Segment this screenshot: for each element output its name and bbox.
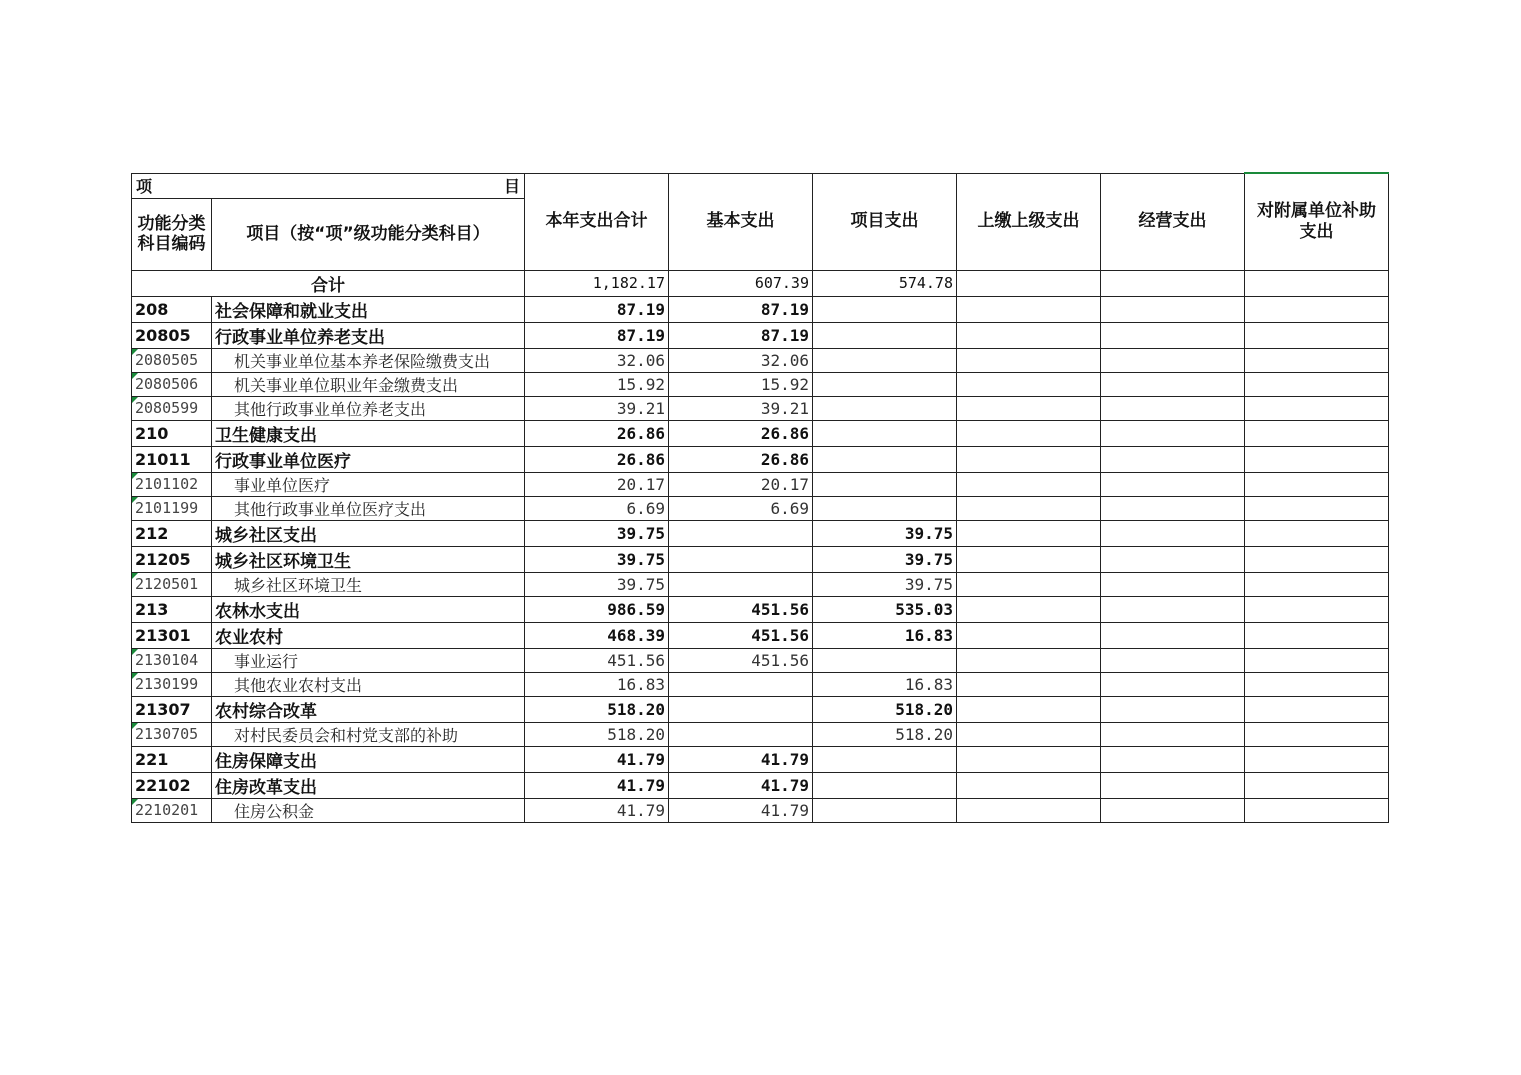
row-value: 39.21 [669, 396, 813, 420]
row-value [1245, 322, 1389, 348]
row-value [669, 696, 813, 722]
project-header-cell [132, 173, 525, 198]
row-value [957, 696, 1101, 722]
row-value [1101, 572, 1245, 596]
row-name: 对村民委员会和村党支部的补助 [212, 722, 525, 746]
row-value [1245, 296, 1389, 322]
row-code [132, 648, 212, 672]
row-name: 社会保障和就业支出 [212, 296, 525, 322]
row-code-text: 21011 [135, 449, 191, 469]
row-code [132, 446, 212, 472]
row-value: 32.06 [669, 348, 813, 372]
row-code [132, 372, 212, 396]
row-name: 农业农村 [212, 622, 525, 648]
row-code-text: 2130705 [135, 725, 199, 743]
total-cell [1245, 270, 1389, 296]
row-value [669, 672, 813, 696]
name-header: 项目（按“项”级功能分类科目） [212, 198, 525, 270]
row-value [957, 372, 1101, 396]
row-value: 518.20 [813, 696, 957, 722]
row-code [132, 622, 212, 648]
row-code [132, 322, 212, 348]
table-row [132, 420, 1389, 446]
table-row [132, 472, 1389, 496]
row-value [957, 746, 1101, 772]
row-value: 6.69 [525, 496, 669, 520]
row-value [957, 772, 1101, 798]
total-row [132, 270, 1389, 296]
row-value [1245, 546, 1389, 572]
row-code-text: 221 [135, 749, 169, 769]
row-value: 20.17 [525, 472, 669, 496]
row-value [813, 746, 957, 772]
row-code-text: 212 [135, 523, 169, 543]
row-value [957, 296, 1101, 322]
row-value [669, 546, 813, 572]
row-value: 87.19 [525, 296, 669, 322]
row-value: 41.79 [669, 772, 813, 798]
row-value [957, 348, 1101, 372]
row-value [1101, 746, 1245, 772]
row-value [813, 296, 957, 322]
text-format-marker-icon [132, 673, 138, 679]
row-value [813, 420, 957, 446]
row-value [957, 420, 1101, 446]
text-format-marker-icon [132, 497, 138, 503]
row-value [1245, 798, 1389, 822]
row-value [813, 648, 957, 672]
total-cell: 574.78 [813, 270, 957, 296]
row-value [1245, 396, 1389, 420]
table-row [132, 546, 1389, 572]
total-cell [957, 270, 1101, 296]
row-code-text: 2130104 [135, 651, 199, 669]
row-value: 41.79 [525, 798, 669, 822]
row-value: 26.86 [669, 446, 813, 472]
text-format-marker-icon [132, 473, 138, 479]
row-value: 20.17 [669, 472, 813, 496]
table-row [132, 596, 1389, 622]
row-value [957, 572, 1101, 596]
row-value: 518.20 [813, 722, 957, 746]
row-value [813, 348, 957, 372]
row-value [1245, 622, 1389, 648]
table-row [132, 722, 1389, 746]
row-value [1101, 798, 1245, 822]
row-code-text: 20805 [135, 325, 191, 345]
row-value: 39.75 [525, 572, 669, 596]
row-value: 518.20 [525, 696, 669, 722]
row-name: 其他农业农村支出 [212, 672, 525, 696]
total-cell: 607.39 [669, 270, 813, 296]
row-code-text: 21307 [135, 699, 191, 719]
row-value [813, 472, 957, 496]
row-code-text: 2101199 [135, 499, 199, 517]
row-value [813, 496, 957, 520]
row-code-text: 2101102 [135, 475, 199, 493]
text-format-marker-icon [132, 573, 138, 579]
row-value [1101, 472, 1245, 496]
project-header-right: 目 [503, 176, 520, 196]
row-value [1245, 722, 1389, 746]
row-value: 16.83 [813, 672, 957, 696]
row-value [1245, 672, 1389, 696]
row-value: 41.79 [669, 798, 813, 822]
row-value [957, 472, 1101, 496]
row-value [1101, 622, 1245, 648]
row-value: 32.06 [525, 348, 669, 372]
row-name: 住房保障支出 [212, 746, 525, 772]
text-format-marker-icon [132, 799, 138, 805]
row-value [957, 322, 1101, 348]
row-name: 农村综合改革 [212, 696, 525, 722]
table-row [132, 622, 1389, 648]
row-code-text: 21205 [135, 549, 191, 569]
row-value [813, 372, 957, 396]
row-value: 535.03 [813, 596, 957, 622]
total-cell [1101, 270, 1245, 296]
col-header-remit: 上缴上级支出 [957, 173, 1101, 270]
row-name: 卫生健康支出 [212, 420, 525, 446]
row-name: 住房公积金 [212, 798, 525, 822]
row-code [132, 672, 212, 696]
row-name: 其他行政事业单位医疗支出 [212, 496, 525, 520]
row-code-text: 210 [135, 423, 169, 443]
table-row [132, 348, 1389, 372]
row-value [957, 672, 1101, 696]
text-format-marker-icon [132, 397, 138, 403]
row-name: 城乡社区环境卫生 [212, 546, 525, 572]
row-code [132, 596, 212, 622]
table-row [132, 572, 1389, 596]
row-value [1101, 420, 1245, 446]
row-value: 87.19 [525, 322, 669, 348]
row-value [957, 546, 1101, 572]
row-value [1101, 672, 1245, 696]
row-value [957, 496, 1101, 520]
row-value: 6.69 [669, 496, 813, 520]
text-format-marker-icon [132, 649, 138, 655]
row-value [1101, 546, 1245, 572]
text-format-marker-icon [132, 373, 138, 379]
table-row [132, 322, 1389, 348]
row-value [1101, 596, 1245, 622]
row-code [132, 296, 212, 322]
row-code [132, 396, 212, 420]
row-value: 26.86 [525, 420, 669, 446]
expenditure-table [131, 172, 1389, 823]
row-value [1245, 496, 1389, 520]
col-header-business: 经营支出 [1101, 173, 1245, 270]
row-value [1101, 372, 1245, 396]
row-code-text: 213 [135, 599, 169, 619]
row-value: 41.79 [525, 772, 669, 798]
row-value: 15.92 [525, 372, 669, 396]
row-value [1101, 696, 1245, 722]
row-code-text: 2080506 [135, 375, 199, 393]
table-row [132, 798, 1389, 822]
row-value: 518.20 [525, 722, 669, 746]
table-row [132, 496, 1389, 520]
row-value [813, 396, 957, 420]
row-name: 事业单位医疗 [212, 472, 525, 496]
row-value: 986.59 [525, 596, 669, 622]
row-code [132, 772, 212, 798]
row-code-text: 22102 [135, 775, 191, 795]
row-value [1101, 446, 1245, 472]
row-value [813, 772, 957, 798]
col-header-total: 本年支出合计 [525, 173, 669, 270]
row-value [1245, 420, 1389, 446]
row-name: 城乡社区支出 [212, 520, 525, 546]
row-value: 16.83 [813, 622, 957, 648]
table-body [132, 173, 1389, 822]
row-value [1245, 520, 1389, 546]
row-code [132, 546, 212, 572]
row-code [132, 798, 212, 822]
col-header-basic: 基本支出 [669, 173, 813, 270]
table-row [132, 696, 1389, 722]
row-value [1101, 348, 1245, 372]
row-name: 机关事业单位职业年金缴费支出 [212, 372, 525, 396]
header-row-top [132, 173, 1389, 198]
row-code-text: 2080599 [135, 399, 199, 417]
row-value: 451.56 [669, 648, 813, 672]
row-code [132, 520, 212, 546]
row-code [132, 746, 212, 772]
row-code-text: 2210201 [135, 801, 199, 819]
row-value [1101, 496, 1245, 520]
row-value [1101, 722, 1245, 746]
row-value [957, 396, 1101, 420]
row-value [1245, 772, 1389, 798]
row-code [132, 572, 212, 596]
row-value [1245, 696, 1389, 722]
row-code [132, 472, 212, 496]
row-value [957, 648, 1101, 672]
row-value [957, 446, 1101, 472]
table-row [132, 396, 1389, 420]
row-name: 其他行政事业单位养老支出 [212, 396, 525, 420]
row-value: 39.75 [813, 546, 957, 572]
row-value: 451.56 [669, 596, 813, 622]
row-value [1245, 372, 1389, 396]
col-header-subsidy: 对附属单位补助支出 [1245, 173, 1389, 270]
table-row [132, 372, 1389, 396]
row-name: 城乡社区环境卫生 [212, 572, 525, 596]
row-value: 39.75 [813, 520, 957, 546]
table-row [132, 772, 1389, 798]
row-value [1101, 322, 1245, 348]
row-code [132, 722, 212, 746]
table-row [132, 648, 1389, 672]
row-value [1245, 446, 1389, 472]
table-row [132, 520, 1389, 546]
row-value [1245, 472, 1389, 496]
row-code-text: 2130199 [135, 675, 199, 693]
row-value [669, 520, 813, 546]
row-value: 26.86 [669, 420, 813, 446]
row-value: 87.19 [669, 296, 813, 322]
row-value [1245, 746, 1389, 772]
row-value [813, 322, 957, 348]
row-value: 15.92 [669, 372, 813, 396]
row-name: 机关事业单位基本养老保险缴费支出 [212, 348, 525, 372]
row-name: 事业运行 [212, 648, 525, 672]
col-header-project: 项目支出 [813, 173, 957, 270]
table-row [132, 672, 1389, 696]
row-value [813, 446, 957, 472]
row-value [1245, 348, 1389, 372]
row-name: 行政事业单位养老支出 [212, 322, 525, 348]
row-value: 451.56 [669, 622, 813, 648]
row-value [1245, 572, 1389, 596]
row-value: 16.83 [525, 672, 669, 696]
row-value [1101, 520, 1245, 546]
row-code [132, 348, 212, 372]
row-value [957, 622, 1101, 648]
row-value: 87.19 [669, 322, 813, 348]
row-name: 农林水支出 [212, 596, 525, 622]
text-format-marker-icon [132, 723, 138, 729]
code-header: 功能分类科目编码 [132, 198, 212, 270]
row-value: 451.56 [525, 648, 669, 672]
row-code-text: 2080505 [135, 351, 199, 369]
row-value: 41.79 [669, 746, 813, 772]
row-value [1101, 296, 1245, 322]
row-value: 39.21 [525, 396, 669, 420]
row-value: 41.79 [525, 746, 669, 772]
row-code-text: 21301 [135, 625, 191, 645]
row-value [1101, 396, 1245, 420]
row-value [957, 798, 1101, 822]
row-value: 26.86 [525, 446, 669, 472]
row-name: 行政事业单位医疗 [212, 446, 525, 472]
row-value [1101, 648, 1245, 672]
row-value: 39.75 [525, 546, 669, 572]
row-code [132, 696, 212, 722]
row-code [132, 420, 212, 446]
row-value [957, 722, 1101, 746]
row-value [1245, 648, 1389, 672]
table-row [132, 296, 1389, 322]
total-cell: 1,182.17 [525, 270, 669, 296]
row-code-text: 208 [135, 299, 169, 319]
row-value: 468.39 [525, 622, 669, 648]
row-value [813, 798, 957, 822]
table-row [132, 746, 1389, 772]
text-format-marker-icon [132, 349, 138, 355]
row-name: 住房改革支出 [212, 772, 525, 798]
row-value [957, 596, 1101, 622]
row-code [132, 496, 212, 520]
table-row [132, 446, 1389, 472]
project-header-left: 项 [136, 176, 153, 196]
row-value [669, 722, 813, 746]
row-value: 39.75 [813, 572, 957, 596]
row-value [1245, 596, 1389, 622]
row-value [957, 520, 1101, 546]
row-value [669, 572, 813, 596]
row-code-text: 2120501 [135, 575, 199, 593]
total-label: 合计 [132, 270, 525, 296]
row-value [1101, 772, 1245, 798]
row-value: 39.75 [525, 520, 669, 546]
